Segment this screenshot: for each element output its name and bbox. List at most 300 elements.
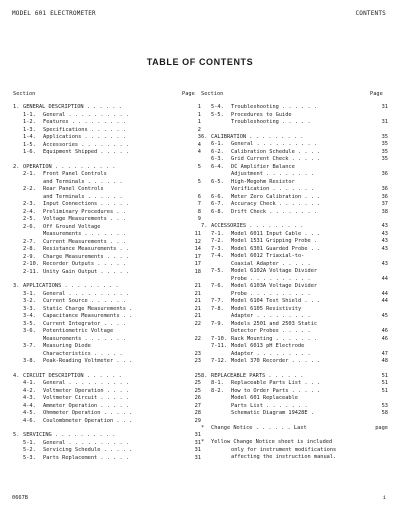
toc-entry (201, 336, 388, 344)
toc-entry (13, 440, 201, 448)
toc-entry (13, 216, 201, 224)
toc-entry-page: 43 (381, 238, 388, 244)
toc-entry (13, 179, 201, 187)
toc-entry (201, 238, 388, 246)
toc-entry-title: General . . . . . . . . . . (43, 380, 130, 386)
toc-entry (201, 164, 388, 172)
toc-entry (201, 439, 388, 447)
toc-entry-page: 23 (194, 350, 201, 357)
page-column-heading: Page (182, 91, 195, 97)
toc-entry-title: Accuracy Check . . . . . . . (231, 201, 321, 207)
toc-entry (201, 156, 388, 164)
toc-entry (201, 186, 388, 194)
toc-entry (201, 149, 388, 157)
toc-entry-number: 3-5. (23, 320, 36, 327)
toc-entry (13, 388, 201, 396)
toc-entry-title: How to Order Parts . . . . . (231, 387, 321, 394)
toc-entry-title: ACCESSORIES . . . . . . . . . (211, 223, 304, 229)
toc-entry-title: Rack Mounting . . . . . . . (231, 335, 318, 342)
toc-entry-page: 35 (381, 148, 388, 155)
toc-entry-title: Accessories . . . . . . . . (43, 141, 130, 148)
toc-entry-title: Measurements . . . . . . . (43, 231, 126, 237)
toc-entry-title: Characteristics . . . . . (43, 350, 123, 357)
toc-entry-title: Measuring Diode (43, 343, 91, 349)
toc-entry (201, 141, 388, 149)
toc-entry (13, 112, 201, 120)
toc-entry-page (374, 179, 388, 187)
toc-entry (13, 447, 201, 455)
toc-entry-title: Adjustment . . . . . . . . (231, 171, 314, 177)
toc-entry-number: 2-7. (23, 238, 36, 245)
toc-entry-title: Schematic Diagram 19428E . (231, 410, 314, 416)
toc-entry-page: 26 (194, 395, 201, 401)
toc-entry-title: General . . . . . . . . . . (43, 439, 130, 446)
toc-entry-title: Charge Measurements . . . . (43, 253, 130, 260)
toc-entry-number: 3-3. (23, 305, 36, 312)
toc-entry (13, 239, 201, 247)
toc-entry-title: Troubleshooting . . . . . . (231, 104, 318, 110)
toc-entry-page: 43 (381, 230, 388, 237)
toc-entry-number: 4. (13, 372, 20, 379)
toc-entry (201, 298, 388, 306)
toc-entry-number: * (201, 439, 205, 445)
toc-entry-number: 7-8. (211, 305, 224, 312)
toc-entry-page: 48 (381, 358, 388, 364)
toc-entry-number: 6-5. (211, 178, 224, 185)
toc-entry (13, 254, 201, 262)
toc-entry-number: 4-4. (23, 402, 36, 409)
toc-entry (201, 134, 388, 142)
toc-entry-number: 1-3. (23, 126, 36, 133)
toc-entry (13, 164, 201, 172)
toc-entry-page (374, 343, 388, 351)
toc-entry-page (374, 306, 388, 314)
toc-entry-title: OPERATION . . . . . . . . . . (23, 163, 116, 170)
toc-entry-number (211, 447, 231, 455)
toc-entry-number: 1-4. (23, 134, 36, 140)
toc-entry-number: 2-10. (23, 261, 39, 267)
toc-entry-number: 7-9. (211, 320, 224, 327)
toc-entry-page: 4 (197, 149, 201, 155)
toc-entry (13, 171, 201, 179)
toc-entry-title: Peak-Reading Voltmeter . . . (43, 358, 133, 364)
toc-entry-page (187, 186, 201, 194)
toc-entry-page: 4 (197, 141, 201, 148)
toc-entry-page (374, 454, 388, 462)
toc-entry-title: Equipment Shipped . . . . . (43, 149, 130, 155)
toc-entry-page: 5 (197, 178, 201, 185)
toc-entry-title: affecting the instruction manual. (231, 454, 337, 460)
toc-entry-page: 29 (194, 417, 201, 424)
toc-entry-title: Voltage Measurements . . . (43, 216, 126, 222)
toc-entry-page: 11 (194, 231, 201, 237)
toc-entry-page: 9 (197, 216, 201, 222)
toc-entry-page: 35 (381, 156, 388, 162)
toc-entry-title: Potentiometric Voltage (43, 328, 114, 334)
toc-entry-title: Parts Replacement . . . . . (43, 454, 130, 461)
toc-entry-page: 21 (194, 313, 201, 319)
toc-entry-page: 46 (381, 335, 388, 342)
toc-entry-title: Verification . . . . . . . (231, 186, 314, 192)
toc-entry-page: 31 (381, 104, 388, 110)
toc-entry (13, 343, 201, 351)
page-column-heading-right: Page (370, 91, 383, 97)
toc-entry-title: Model 6105 Resistivity (231, 305, 302, 312)
toc-entry-title: and Terminals . . . . . . (43, 193, 123, 200)
toc-entry-number: 2-4. (23, 208, 36, 215)
toc-entry-title: Capacitance Measurements . . (43, 313, 133, 319)
toc-entry-page: 5 (197, 163, 201, 170)
toc-entry-page: 36 (381, 186, 388, 192)
toc-entry (201, 253, 388, 261)
toc-entry (13, 306, 201, 314)
toc-entry-title: Model 370 Recorder . . . . . (231, 358, 321, 364)
toc-entry-title: Off Ground Voltage (43, 223, 101, 230)
toc-entry-title: Probe . . . . . . . . . . (231, 290, 311, 297)
toc-entry-title: Drift Check . . . . . . . . (231, 208, 318, 215)
toc-entry-number: 2-9. (23, 253, 36, 260)
toc-entry-page (374, 321, 388, 329)
toc-entry-page: 25 (194, 372, 201, 379)
toc-entry-number: 6-8. (211, 208, 224, 215)
toc-entry-page: 44 (381, 298, 388, 304)
toc-entry (13, 298, 201, 306)
toc-entry-number: 1-6. (23, 149, 36, 155)
toc-entry-title: Adapter . . . . . . . . . (231, 313, 311, 319)
toc-entry-page: 23 (194, 358, 201, 364)
toc-entry-page: 37 (381, 201, 388, 207)
toc-entry (201, 403, 388, 411)
toc-entry (13, 269, 201, 277)
toc-entry-title: Models 2501 and 2503 Static (231, 320, 318, 327)
toc-entry (13, 358, 201, 366)
toc-entry (13, 261, 201, 269)
section-header: CONTENTS (355, 10, 386, 17)
toc-entry-number: 5-5. (211, 111, 224, 118)
toc-entry-page (374, 112, 388, 120)
toc-entry (13, 380, 201, 388)
toc-entry-number: 2-8. (23, 246, 36, 252)
toc-entry-page (374, 447, 388, 455)
toc-entry-number: 2-6. (23, 223, 36, 230)
toc-entry-number: 7-1. (211, 230, 224, 237)
toc-entry-page: 2 (197, 126, 201, 133)
toc-entry-title: Model 6013 pH Electrode (231, 343, 305, 349)
toc-entry-title: Model 1531 Gripping Probe . (231, 238, 318, 244)
toc-entry (201, 351, 388, 359)
toc-entry-title: CALIBRATION . . . . . . . . . (211, 133, 304, 140)
toc-entry-page: 22 (194, 320, 201, 327)
toc-entry-page (187, 171, 201, 179)
toc-entry-number (211, 454, 231, 462)
toc-entry-title: Grid Current Check . . . . . (231, 156, 321, 162)
toc-entry-title: Recorder Outputs . . . . . (43, 261, 126, 267)
toc-entry-title: only for instrument modifications (231, 446, 337, 453)
toc-entry (13, 224, 201, 232)
toc-entry (201, 246, 388, 254)
toc-entry-title: Model 6102A Voltage Divider (231, 268, 318, 274)
toc-entry-title: Coaxial Adapter . . . . . (231, 260, 311, 267)
toc-right-column (201, 104, 388, 462)
toc-entry (201, 231, 388, 239)
toc-entry (13, 246, 201, 254)
toc-entry-title: GENERAL DESCRIPTION . . . . . . (23, 104, 122, 110)
toc-entry-page: 21 (194, 305, 201, 312)
toc-entry-number: 2-1. (23, 171, 36, 177)
toc-entry (13, 134, 201, 142)
toc-entry-page: 31 (194, 454, 201, 461)
toc-entry-title: Applications . . . . . . . (43, 134, 126, 140)
toc-entry-page: 35 (381, 133, 388, 140)
toc-left-column (13, 104, 201, 462)
page-title: TABLE OF CONTENTS (146, 57, 254, 67)
toc-entry (201, 209, 388, 217)
toc-entry-number: 7-6. (211, 283, 224, 289)
toc-entry-page: 35 (381, 141, 388, 147)
toc-entry (13, 321, 201, 329)
toc-entry (13, 186, 201, 194)
toc-entry-page: 36 (381, 171, 388, 177)
toc-entry (201, 261, 388, 269)
toc-entry-page: 28 (194, 410, 201, 416)
toc-entry-title: Specifications . . . . . . (43, 126, 126, 133)
toc-entry (201, 119, 388, 127)
toc-entry (13, 403, 201, 411)
toc-entry (13, 104, 201, 112)
toc-entry-number: 7-5. (211, 268, 224, 274)
toc-entry-page: 21 (194, 290, 201, 297)
toc-entry-page: 7 (197, 201, 201, 207)
toc-entry-number: * (201, 424, 205, 431)
toc-entry-title: Model 6011 Input Cable . . . (231, 230, 321, 237)
toc-entry-number: 2. (13, 163, 20, 170)
toc-entry-page: 53 (381, 402, 388, 409)
toc-entry (201, 194, 388, 202)
toc-entry-number: 5-3. (23, 454, 36, 461)
toc-entry-title: Input Connections . . . . . (43, 201, 130, 207)
toc-entry-number: 3-8. (23, 358, 36, 364)
toc-entry-title: Current Integrator . . . . (43, 320, 126, 327)
toc-entry (201, 268, 388, 276)
toc-entry-page: 17 (194, 261, 201, 267)
toc-entry-title: Detector Probes . . . . . (231, 328, 311, 334)
toc-entry-page: 45 (381, 313, 388, 319)
toc-entry (201, 388, 388, 396)
toc-entry (13, 283, 201, 291)
toc-entry-page: 44 (381, 290, 388, 297)
toc-entry-page (187, 328, 201, 336)
toc-entry-page: page (375, 424, 388, 431)
toc-entry-number: 7-10. (211, 335, 227, 342)
toc-entry-title: High-Megohm Resistor (231, 178, 295, 185)
toc-entry (201, 283, 388, 291)
toc-entry-number: 6-6. (211, 193, 224, 200)
toc-entry-number: 6-2. (211, 148, 224, 155)
toc-entry-title: Ohmmeter Operation . . . . . (43, 410, 133, 416)
toc-entry-title: Model 6301 Guarded Probe . . (231, 245, 321, 252)
toc-entry-number: 4-3. (23, 395, 36, 401)
toc-entry-title: REPLACEABLE PARTS . . . . . . (211, 372, 304, 379)
toc-entry-page: 8 (197, 208, 201, 215)
toc-entry (13, 313, 201, 321)
toc-entry-number: 5-2. (23, 447, 36, 453)
toc-entry-number: 6-7. (211, 201, 224, 207)
toc-entry-number: 7-2. (211, 238, 224, 244)
toc-entry-number: 1. (13, 104, 20, 110)
toc-entry-title: Rear Panel Controls (43, 186, 104, 192)
toc-entry-number: 4-6. (23, 417, 36, 424)
toc-entry-page (374, 164, 388, 172)
toc-entry (13, 395, 201, 403)
toc-entry-title: Features . . . . . . . . . (43, 119, 126, 125)
toc-entry-number: 5-1. (23, 439, 36, 446)
toc-entry-number: 7-11. (211, 343, 227, 349)
toc-entry-page: 6 (197, 193, 201, 200)
toc-entry (13, 418, 201, 426)
section-column-heading-right: Section (201, 91, 224, 97)
toc-entry-page: 31 (194, 432, 201, 438)
toc-entry-title: Adapter . . . . . . . . . (231, 350, 311, 357)
toc-entry-number: 7-3. (211, 245, 224, 252)
toc-entry (201, 223, 388, 231)
toc-entry-number: 1-1. (23, 111, 36, 118)
toc-entry (201, 395, 388, 403)
toc-entry-page: 51 (381, 387, 388, 394)
toc-entry-page: 1 (197, 119, 201, 125)
toc-entry-number: 5-4. (211, 104, 224, 110)
toc-entry-page: 44 (381, 275, 388, 282)
toc-entry (13, 209, 201, 217)
toc-entry (13, 149, 201, 157)
toc-entry (13, 432, 201, 440)
toc-entry (13, 336, 201, 344)
toc-entry-title: Unity Gain Output . . . . . (43, 268, 130, 275)
toc-entry (13, 410, 201, 418)
toc-entry-title: Model 6012 Triaxial-to- (231, 253, 305, 259)
toc-entry-title: and Terminals . . . . . . (43, 178, 123, 185)
toc-entry (201, 171, 388, 179)
toc-entry-page (187, 224, 201, 232)
toc-entry-title: Voltmeter Circuit . . . . . (43, 395, 130, 401)
toc-entry-page (374, 439, 388, 447)
toc-entry-number: 8-1. (211, 380, 224, 386)
toc-entry-page: 38 (381, 208, 388, 215)
toc-entry-title: Probe . . . . . . . . . . (231, 275, 311, 282)
toc-entry (201, 291, 388, 299)
toc-entry-number: 2-5. (23, 216, 36, 222)
toc-entry-number: 1-5. (23, 141, 36, 148)
toc-entry (201, 306, 388, 314)
toc-entry (201, 276, 388, 284)
toc-entry-title: Current Measurements . . . (43, 238, 126, 245)
toc-entry-number: 3-1. (23, 290, 36, 297)
toc-entry-page: 12 (194, 238, 201, 245)
toc-entry (13, 119, 201, 127)
toc-entry-page: 43 (381, 260, 388, 267)
toc-entry (201, 373, 388, 381)
toc-entry (201, 179, 388, 187)
toc-entry (13, 142, 201, 150)
toc-entry-title: Troubleshooting . . . . . (231, 119, 311, 125)
toc-entry-page: 31 (194, 439, 201, 446)
toc-entry-page: 27 (194, 402, 201, 409)
toc-entry-number: 2-11. (23, 268, 39, 275)
toc-entry-number: 4-1. (23, 380, 36, 386)
toc-entry-number: 6-3. (211, 156, 224, 162)
toc-entry-page: 25 (194, 380, 201, 386)
toc-entry-title: CIRCUIT DESCRIPTION . . . . . . (23, 372, 122, 379)
toc-entry-title: Model 601 Replaceable (231, 395, 298, 401)
toc-entry (13, 194, 201, 202)
toc-entry-title: Static Charge Measurements . (43, 305, 133, 312)
toc-entry-page: 51 (381, 380, 388, 386)
toc-entry-title: Yellow Change Notice sheet is included (211, 439, 333, 445)
toc-entry (201, 447, 388, 455)
toc-entry-title: Measurements . . . . . . . (43, 335, 126, 342)
toc-entry-number: 3-2. (23, 298, 36, 304)
toc-entry (201, 343, 388, 351)
toc-entry (201, 112, 388, 120)
toc-entry (201, 328, 388, 336)
toc-entry-title: Parts List . . . . . . . (231, 402, 308, 409)
toc-entry-page: 1 (197, 104, 201, 110)
toc-entry-page (374, 283, 388, 291)
toc-entry (13, 373, 201, 381)
toc-entry-page (374, 395, 388, 403)
toc-entry-number: 1-2. (23, 119, 36, 125)
toc-entry-title: Procedures to Guide (231, 111, 292, 118)
toc-entry-number: 3-7. (23, 343, 36, 349)
toc-entry-title: Change Notice . . . . . . Last (211, 424, 307, 431)
toc-entry-number: 7-4. (211, 253, 224, 259)
toc-entry (13, 231, 201, 239)
toc-entry (201, 201, 388, 209)
toc-entry-page: 25 (194, 387, 201, 394)
toc-entry (201, 410, 388, 418)
toc-entry-page: 1 (197, 111, 201, 118)
toc-entry-page: 14 (194, 246, 201, 252)
toc-entry-title: Meter Zero Calibration . . . (231, 193, 321, 200)
toc-entry-title: Front Panel Controls (43, 171, 107, 177)
toc-entry-title: General . . . . . . . . . . (231, 141, 318, 147)
toc-entry-page (187, 343, 201, 351)
toc-entry-page: 17 (194, 253, 201, 260)
page-number: i (382, 495, 386, 501)
toc-entry (201, 454, 388, 462)
toc-entry-number: 2-2. (23, 186, 36, 192)
toc-entry-page: 22 (194, 335, 201, 342)
toc-entry-number: 2-3. (23, 201, 36, 207)
toc-entry (201, 104, 388, 112)
toc-entry-title: Preliminary Procedures . . (43, 208, 126, 215)
toc-entry (13, 455, 201, 463)
toc-entry-page: 21 (194, 283, 201, 289)
toc-entry (201, 380, 388, 388)
toc-entry-number: 3-6. (23, 328, 36, 334)
toc-entry-title: Calibration Schedule . . . . (231, 148, 321, 155)
toc-entry (201, 321, 388, 329)
toc-entry-page: 21 (194, 298, 201, 304)
toc-entry-page: 47 (381, 350, 388, 357)
toc-entry-number: 8. (201, 372, 208, 379)
toc-entry-page: 58 (381, 410, 388, 416)
toc-entry-title: Model 6103A Voltage Divider (231, 283, 318, 289)
toc-entry (201, 425, 388, 433)
toc-entry-page: 3 (197, 134, 201, 140)
toc-entry-number: 7. (201, 223, 208, 229)
toc-entry-page (374, 268, 388, 276)
toc-entry-number: 3. (13, 283, 20, 289)
